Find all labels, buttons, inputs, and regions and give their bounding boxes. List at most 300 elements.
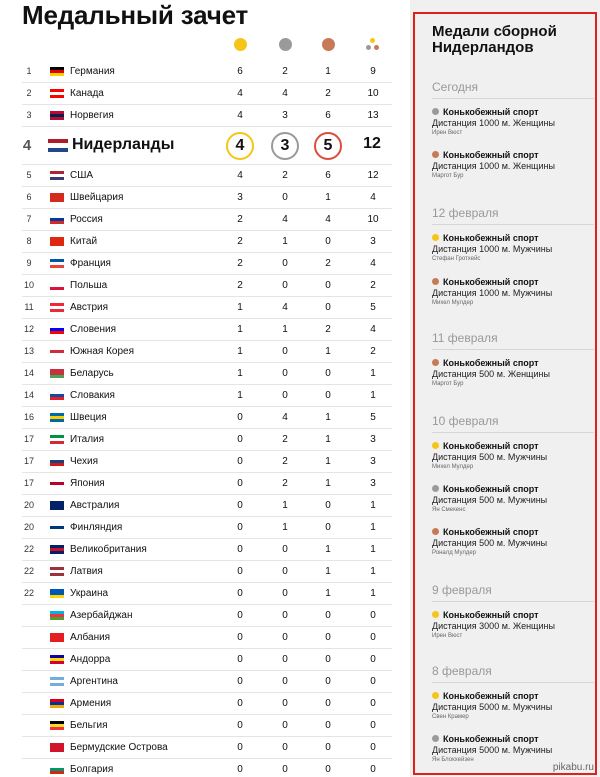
gold-count: 0 bbox=[237, 676, 243, 687]
total-count: 1 bbox=[370, 588, 376, 599]
silver-count: 0 bbox=[282, 610, 288, 621]
total-count: 9 bbox=[370, 66, 376, 77]
rank: 5 bbox=[26, 170, 32, 180]
silver-count: 2 bbox=[282, 478, 288, 489]
total-count: 0 bbox=[370, 698, 376, 709]
table-row[interactable] bbox=[22, 231, 392, 253]
rank: 14 bbox=[23, 390, 34, 400]
event-distance: Дистанция 5000 м. Мужчины bbox=[432, 745, 553, 755]
medal-event[interactable] bbox=[432, 734, 592, 763]
flag-icon bbox=[50, 523, 64, 532]
silver-count: 0 bbox=[282, 258, 288, 269]
bronze-count: 0 bbox=[325, 676, 331, 687]
gold-count: 1 bbox=[237, 324, 243, 335]
table-row[interactable] bbox=[22, 429, 392, 451]
event-distance: Дистанция 500 м. Мужчины bbox=[432, 495, 548, 505]
total-count: 5 bbox=[370, 412, 376, 423]
flag-icon bbox=[50, 567, 64, 576]
table-row[interactable] bbox=[22, 759, 392, 777]
silver-count: 0 bbox=[282, 720, 288, 731]
medal-event[interactable] bbox=[432, 441, 592, 470]
bronze-count: 0 bbox=[325, 368, 331, 379]
country-name[interactable]: Нидерланды bbox=[72, 136, 175, 153]
rank: 7 bbox=[26, 214, 32, 224]
bronze-count: 1 bbox=[325, 412, 331, 423]
total-count: 2 bbox=[370, 346, 376, 357]
sport-name: Конькобежный спорт bbox=[443, 441, 539, 451]
day-header: 12 февраля bbox=[432, 206, 594, 225]
page-title: Медальный зачет bbox=[22, 0, 249, 30]
medal-event[interactable] bbox=[432, 150, 592, 179]
bronze-count: 2 bbox=[325, 88, 331, 99]
table-row[interactable] bbox=[22, 605, 392, 627]
country-name[interactable]: Япония bbox=[70, 478, 105, 489]
rank: 10 bbox=[23, 280, 34, 290]
country-name[interactable]: Южная Корея bbox=[70, 346, 134, 357]
total-count: 5 bbox=[370, 302, 376, 313]
country-name[interactable]: Словения bbox=[70, 324, 117, 335]
country-name[interactable]: Швеция bbox=[70, 412, 107, 423]
flag-icon bbox=[50, 369, 64, 378]
silver-count: 2 bbox=[282, 456, 288, 467]
silver-count: 0 bbox=[282, 676, 288, 687]
athlete-name: Михел Мулдер bbox=[432, 300, 474, 306]
country-name[interactable]: Чехия bbox=[70, 456, 99, 467]
silver-count: 0 bbox=[282, 698, 288, 709]
table-row[interactable] bbox=[22, 83, 392, 105]
table-row[interactable] bbox=[22, 495, 392, 517]
table-row[interactable] bbox=[22, 127, 392, 165]
rank: 12 bbox=[23, 324, 34, 334]
silver-count: 4 bbox=[282, 214, 288, 225]
gold-count: 0 bbox=[237, 478, 243, 489]
table-row[interactable] bbox=[22, 165, 392, 187]
sport-name: Конькобежный спорт bbox=[443, 734, 539, 744]
bronze-count: 1 bbox=[325, 588, 331, 599]
total-count: 0 bbox=[370, 742, 376, 753]
gold-count: 6 bbox=[237, 66, 243, 77]
silver-count: 1 bbox=[282, 500, 288, 511]
silver-medal-icon bbox=[279, 38, 292, 51]
rank: 20 bbox=[23, 500, 34, 510]
gold-medal-icon bbox=[432, 234, 439, 241]
total-count: 12 bbox=[367, 170, 379, 181]
bronze-count: 2 bbox=[325, 258, 331, 269]
flag-icon bbox=[50, 215, 64, 224]
bronze-count: 0 bbox=[325, 720, 331, 731]
bronze-count: 6 bbox=[325, 170, 331, 181]
rank: 22 bbox=[23, 544, 34, 554]
medal-event[interactable] bbox=[432, 233, 592, 262]
silver-count: 2 bbox=[282, 66, 288, 77]
total-count: 1 bbox=[370, 390, 376, 401]
country-name[interactable]: Финляндия bbox=[70, 522, 123, 533]
gold-count: 0 bbox=[237, 566, 243, 577]
country-name[interactable]: Австралия bbox=[70, 500, 120, 511]
bronze-count: 0 bbox=[325, 764, 331, 775]
flag-icon bbox=[50, 765, 64, 774]
country-name[interactable]: Албания bbox=[70, 632, 111, 643]
table-row[interactable] bbox=[22, 627, 392, 649]
athlete-name: Михел Мулдер bbox=[432, 464, 474, 470]
gold-count: 2 bbox=[237, 236, 243, 247]
gold-count: 1 bbox=[237, 390, 243, 401]
silver-count: 3 bbox=[271, 132, 299, 160]
flag-icon bbox=[50, 325, 64, 334]
table-row[interactable] bbox=[22, 583, 392, 605]
silver-count: 0 bbox=[282, 654, 288, 665]
flag-icon bbox=[50, 699, 64, 708]
total-count: 0 bbox=[370, 654, 376, 665]
gold-count: 1 bbox=[237, 302, 243, 313]
flag-icon bbox=[50, 347, 64, 356]
table-row[interactable] bbox=[22, 209, 392, 231]
athlete-name: Ян Блокхейзен bbox=[432, 757, 474, 763]
bronze-count: 0 bbox=[325, 742, 331, 753]
table-row[interactable] bbox=[22, 363, 392, 385]
rank: 17 bbox=[23, 456, 34, 466]
total-count: 12 bbox=[363, 135, 381, 152]
medal-event[interactable] bbox=[432, 107, 592, 136]
gold-count: 2 bbox=[237, 258, 243, 269]
medal-event[interactable] bbox=[432, 610, 592, 639]
country-name[interactable]: Латвия bbox=[70, 566, 103, 577]
gold-count: 0 bbox=[237, 412, 243, 423]
flag-icon bbox=[50, 171, 64, 180]
gold-medal-icon bbox=[432, 442, 439, 449]
flag-icon bbox=[50, 303, 64, 312]
sport-name: Конькобежный спорт bbox=[443, 691, 539, 701]
country-name[interactable]: Германия bbox=[70, 66, 115, 77]
silver-count: 2 bbox=[282, 170, 288, 181]
country-name[interactable]: Беларусь bbox=[70, 368, 114, 379]
flag-icon bbox=[50, 413, 64, 422]
bronze-medal-icon bbox=[432, 151, 439, 158]
athlete-name: Ирен Вюст bbox=[432, 130, 463, 136]
total-count: 1 bbox=[370, 368, 376, 379]
gold-count: 3 bbox=[237, 192, 243, 203]
gold-count: 4 bbox=[237, 170, 243, 181]
silver-count: 0 bbox=[282, 192, 288, 203]
table-row[interactable] bbox=[22, 61, 392, 83]
table-row[interactable] bbox=[22, 341, 392, 363]
gold-count: 0 bbox=[237, 720, 243, 731]
bronze-count: 1 bbox=[325, 192, 331, 203]
gold-count: 0 bbox=[237, 654, 243, 665]
table-row[interactable] bbox=[22, 649, 392, 671]
country-name[interactable]: Швейцария bbox=[70, 192, 124, 203]
country-name[interactable]: Италия bbox=[70, 434, 105, 445]
silver-count: 1 bbox=[282, 324, 288, 335]
country-name[interactable]: Андорра bbox=[70, 654, 111, 665]
silver-count: 0 bbox=[282, 544, 288, 555]
rank: 22 bbox=[23, 588, 34, 598]
total-count: 4 bbox=[370, 258, 376, 269]
rank: 14 bbox=[23, 368, 34, 378]
flag-icon bbox=[50, 721, 64, 730]
silver-medal-icon bbox=[432, 485, 439, 492]
country-name[interactable]: Азербайджан bbox=[70, 610, 133, 621]
country-name[interactable]: Франция bbox=[70, 258, 111, 269]
gold-count: 0 bbox=[237, 588, 243, 599]
silver-medal-icon bbox=[432, 108, 439, 115]
flag-icon bbox=[50, 589, 64, 598]
silver-count: 0 bbox=[282, 742, 288, 753]
gold-count: 0 bbox=[237, 698, 243, 709]
event-distance: Дистанция 1000 м. Женщины bbox=[432, 161, 555, 171]
event-distance: Дистанция 1000 м. Мужчины bbox=[432, 288, 553, 298]
bronze-count: 0 bbox=[325, 654, 331, 665]
flag-icon bbox=[50, 655, 64, 664]
bronze-count: 1 bbox=[325, 66, 331, 77]
event-distance: Дистанция 1000 м. Мужчины bbox=[432, 244, 553, 254]
total-count: 3 bbox=[370, 478, 376, 489]
bronze-count: 1 bbox=[325, 434, 331, 445]
watermark: pikabu.ru bbox=[552, 762, 594, 773]
bronze-count: 6 bbox=[325, 110, 331, 121]
flag-icon bbox=[50, 633, 64, 642]
silver-count: 1 bbox=[282, 522, 288, 533]
rank: 4 bbox=[22, 137, 32, 154]
rank: 1 bbox=[26, 66, 32, 76]
country-name[interactable]: Великобритания bbox=[70, 544, 147, 555]
gold-count: 1 bbox=[237, 368, 243, 379]
rank: 2 bbox=[26, 88, 32, 98]
gold-count: 0 bbox=[237, 742, 243, 753]
silver-count: 0 bbox=[282, 280, 288, 291]
medal-event[interactable] bbox=[432, 277, 592, 306]
medal-event[interactable] bbox=[432, 527, 592, 556]
athlete-name: Ян Смекенс bbox=[432, 507, 466, 513]
country-name[interactable]: Россия bbox=[70, 214, 103, 225]
country-name[interactable]: Канада bbox=[70, 88, 104, 99]
table-row[interactable] bbox=[22, 671, 392, 693]
flag-icon bbox=[50, 67, 64, 76]
event-distance: Дистанция 5000 м. Мужчины bbox=[432, 702, 553, 712]
event-distance: Дистанция 3000 м. Женщины bbox=[432, 621, 555, 631]
total-count: 10 bbox=[367, 214, 379, 225]
table-row[interactable] bbox=[22, 715, 392, 737]
silver-count: 0 bbox=[282, 764, 288, 775]
country-name[interactable]: Армения bbox=[70, 698, 112, 709]
bronze-medal-icon bbox=[432, 278, 439, 285]
table-row[interactable] bbox=[22, 275, 392, 297]
rank: 11 bbox=[24, 302, 34, 312]
silver-count: 0 bbox=[282, 566, 288, 577]
gold-count: 0 bbox=[237, 610, 243, 621]
event-distance: Дистанция 500 м. Мужчины bbox=[432, 538, 548, 548]
total-count: 4 bbox=[370, 192, 376, 203]
country-name[interactable]: Польша bbox=[70, 280, 108, 291]
flag-icon bbox=[50, 259, 64, 268]
athlete-name: Роналд Мулдер bbox=[432, 550, 477, 556]
sport-name: Конькобежный спорт bbox=[443, 150, 539, 160]
medal-event[interactable] bbox=[432, 484, 592, 513]
country-name[interactable]: Бельгия bbox=[70, 720, 108, 731]
gold-count: 4 bbox=[226, 132, 254, 160]
silver-count: 3 bbox=[282, 110, 288, 121]
table-row[interactable] bbox=[22, 253, 392, 275]
country-name[interactable]: Австрия bbox=[70, 302, 109, 313]
total-count: 0 bbox=[370, 632, 376, 643]
medal-table bbox=[0, 61, 405, 777]
silver-count: 0 bbox=[282, 632, 288, 643]
table-row[interactable] bbox=[22, 737, 392, 759]
flag-icon bbox=[50, 479, 64, 488]
flag-icon bbox=[50, 457, 64, 466]
table-row[interactable] bbox=[22, 319, 392, 341]
day-header: 9 февраля bbox=[432, 583, 594, 602]
rank: 20 bbox=[23, 522, 34, 532]
gold-count: 4 bbox=[237, 88, 243, 99]
rank: 8 bbox=[26, 236, 32, 246]
total-count: 10 bbox=[367, 88, 379, 99]
total-count: 13 bbox=[367, 110, 379, 121]
country-name[interactable]: Болгария bbox=[70, 764, 114, 775]
total-count: 3 bbox=[370, 456, 376, 467]
rank: 6 bbox=[26, 192, 32, 202]
silver-count: 2 bbox=[282, 434, 288, 445]
country-name[interactable]: Аргентина bbox=[70, 676, 118, 687]
bronze-count: 1 bbox=[325, 478, 331, 489]
total-count: 0 bbox=[370, 764, 376, 775]
gold-count: 2 bbox=[237, 214, 243, 225]
bronze-count: 1 bbox=[325, 456, 331, 467]
gold-count: 1 bbox=[237, 346, 243, 357]
event-distance: Дистанция 500 м. Мужчины bbox=[432, 452, 548, 462]
rank: 17 bbox=[23, 434, 34, 444]
table-row[interactable] bbox=[22, 297, 392, 319]
flag-icon bbox=[50, 435, 64, 444]
total-count: 2 bbox=[370, 280, 376, 291]
bronze-count: 1 bbox=[325, 346, 331, 357]
flag-icon bbox=[50, 391, 64, 400]
flag-icon bbox=[50, 281, 64, 290]
gold-count: 0 bbox=[237, 522, 243, 533]
bronze-count: 5 bbox=[314, 132, 342, 160]
sport-name: Конькобежный спорт bbox=[443, 527, 539, 537]
gold-medal-icon bbox=[432, 611, 439, 618]
bronze-count: 0 bbox=[325, 500, 331, 511]
gold-count: 4 bbox=[237, 110, 243, 121]
bronze-count: 2 bbox=[325, 324, 331, 335]
silver-count: 4 bbox=[282, 412, 288, 423]
silver-count: 0 bbox=[282, 588, 288, 599]
country-name[interactable]: США bbox=[70, 170, 94, 181]
table-row[interactable] bbox=[22, 187, 392, 209]
country-name[interactable]: Бермудские Острова bbox=[70, 742, 168, 753]
bronze-medal-icon bbox=[432, 528, 439, 535]
gold-count: 0 bbox=[237, 764, 243, 775]
silver-count: 4 bbox=[282, 302, 288, 313]
country-name[interactable]: Словакия bbox=[70, 390, 115, 401]
athlete-name: Ирен Вюст bbox=[432, 633, 463, 639]
gold-count: 0 bbox=[237, 456, 243, 467]
bronze-count: 4 bbox=[325, 214, 331, 225]
silver-medal-icon bbox=[432, 735, 439, 742]
bronze-count: 0 bbox=[325, 610, 331, 621]
total-count: 3 bbox=[370, 236, 376, 247]
total-count: 0 bbox=[370, 720, 376, 731]
table-row[interactable] bbox=[22, 517, 392, 539]
rank: 16 bbox=[23, 412, 34, 422]
athlete-name: Маргот Бур bbox=[432, 173, 464, 179]
rank: 17 bbox=[23, 478, 34, 488]
rank: 13 bbox=[23, 346, 34, 356]
flag-icon bbox=[50, 743, 64, 752]
table-row[interactable] bbox=[22, 407, 392, 429]
flag-icon bbox=[50, 545, 64, 554]
country-name[interactable]: Китай bbox=[70, 236, 98, 247]
sport-name: Конькобежный спорт bbox=[443, 277, 539, 287]
athlete-name: Стефан Гротхейс bbox=[432, 256, 481, 262]
medal-event[interactable] bbox=[432, 691, 592, 720]
silver-count: 1 bbox=[282, 236, 288, 247]
bronze-count: 0 bbox=[325, 390, 331, 401]
bronze-count: 0 bbox=[325, 236, 331, 247]
table-row[interactable] bbox=[22, 561, 392, 583]
flag-icon bbox=[50, 611, 64, 620]
bronze-count: 0 bbox=[325, 302, 331, 313]
bronze-count: 0 bbox=[325, 632, 331, 643]
sport-name: Конькобежный спорт bbox=[443, 107, 539, 117]
day-header: 11 февраля bbox=[432, 331, 594, 350]
sidebar-title: Медали сборной Нидерландов bbox=[432, 23, 557, 56]
flag-icon bbox=[50, 501, 64, 510]
total-count: 1 bbox=[370, 500, 376, 511]
gold-medal-icon bbox=[234, 38, 247, 51]
sport-name: Конькобежный спорт bbox=[443, 484, 539, 494]
gold-count: 0 bbox=[237, 434, 243, 445]
table-row[interactable] bbox=[22, 473, 392, 495]
flag-icon bbox=[50, 193, 64, 202]
bronze-count: 1 bbox=[325, 544, 331, 555]
day-header: Сегодня bbox=[432, 80, 594, 99]
bronze-medal-icon bbox=[322, 38, 335, 51]
bronze-count: 0 bbox=[325, 522, 331, 533]
table-row[interactable] bbox=[22, 385, 392, 407]
rank: 22 bbox=[23, 566, 34, 576]
total-count: 1 bbox=[370, 566, 376, 577]
silver-count: 0 bbox=[282, 390, 288, 401]
rank: 9 bbox=[26, 258, 32, 268]
table-row[interactable] bbox=[22, 693, 392, 715]
flag-icon bbox=[48, 139, 68, 152]
table-row[interactable] bbox=[22, 539, 392, 561]
rank: 3 bbox=[26, 110, 32, 120]
table-row[interactable] bbox=[22, 451, 392, 473]
event-distance: Дистанция 500 м. Женщины bbox=[432, 369, 550, 379]
silver-count: 0 bbox=[282, 346, 288, 357]
bronze-count: 1 bbox=[325, 566, 331, 577]
total-count: 1 bbox=[370, 544, 376, 555]
flag-icon bbox=[50, 89, 64, 98]
total-count: 0 bbox=[370, 676, 376, 687]
gold-count: 0 bbox=[237, 632, 243, 643]
total-count: 1 bbox=[370, 522, 376, 533]
athlete-name: Маргот Бур bbox=[432, 381, 464, 387]
gold-count: 0 bbox=[237, 544, 243, 555]
total-count: 4 bbox=[370, 324, 376, 335]
bronze-count: 0 bbox=[325, 280, 331, 291]
medal-event[interactable] bbox=[432, 358, 592, 387]
sport-name: Конькобежный спорт bbox=[443, 233, 539, 243]
country-name[interactable]: Норвегия bbox=[70, 110, 114, 121]
flag-icon bbox=[50, 111, 64, 120]
country-name[interactable]: Украина bbox=[70, 588, 109, 599]
table-row[interactable] bbox=[22, 105, 392, 127]
total-count: 3 bbox=[370, 434, 376, 445]
